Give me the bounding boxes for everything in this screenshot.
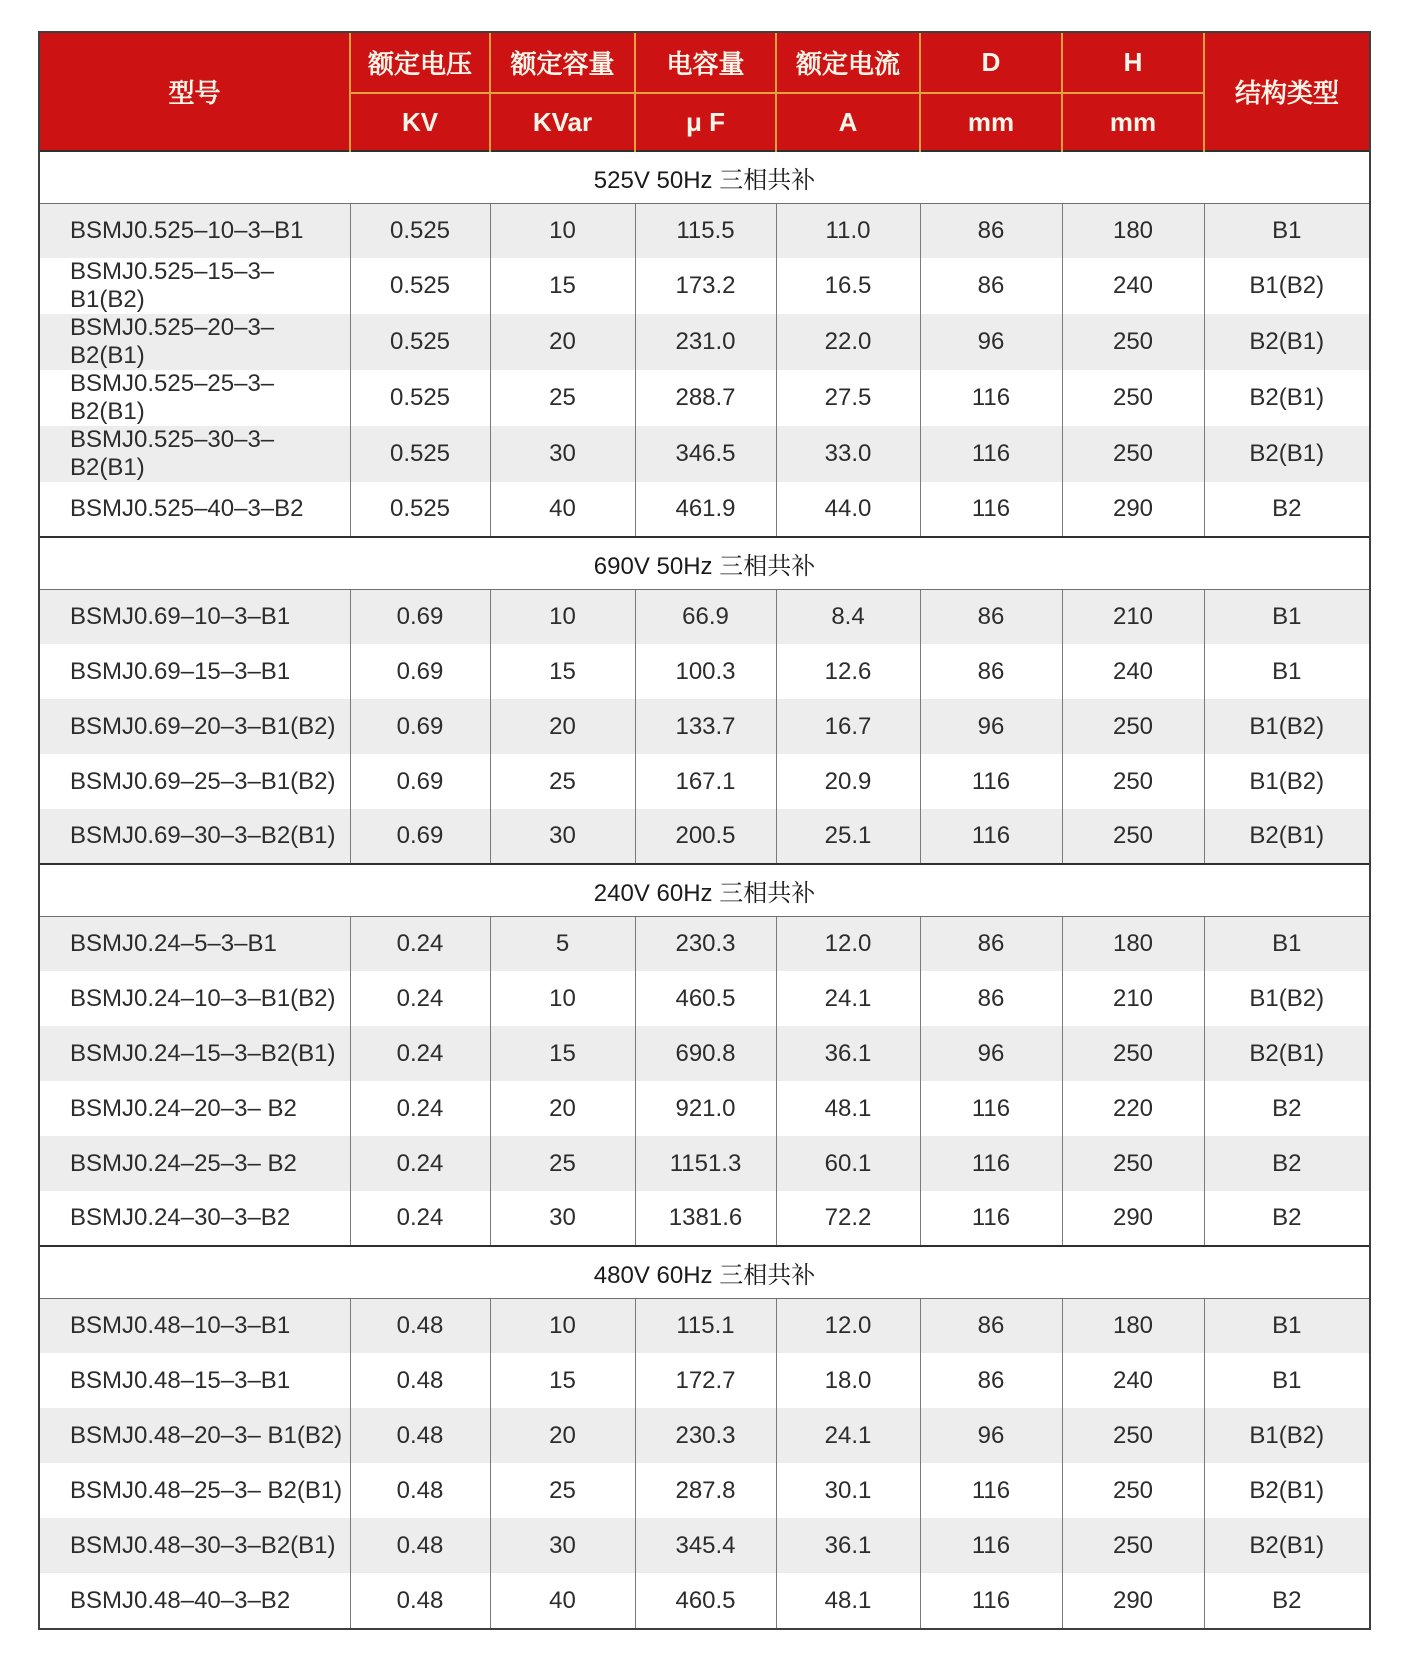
structure-type-cell: B1(B2) xyxy=(1204,971,1369,1026)
spec-table-body xyxy=(40,151,1369,1628)
model-cell: BSMJ0.24–20–3– B2 xyxy=(40,1081,350,1136)
rated-capacity-cell: 10 xyxy=(490,203,635,258)
header-rated-voltage: 额定电压 xyxy=(350,33,490,93)
rated-current-cell: 36.1 xyxy=(776,1518,920,1573)
rated-voltage-cell: 0.525 xyxy=(350,203,490,258)
rated-capacity-cell: 20 xyxy=(490,1408,635,1463)
d-cell: 86 xyxy=(920,258,1062,314)
structure-type-cell: B1 xyxy=(1204,1298,1369,1353)
h-cell: 180 xyxy=(1062,203,1204,258)
rated-capacity-cell: 10 xyxy=(490,589,635,644)
structure-type-cell: B1(B2) xyxy=(1204,258,1369,314)
rated-voltage-cell: 0.24 xyxy=(350,1081,490,1136)
table-row xyxy=(40,1191,1369,1246)
rated-current-cell: 11.0 xyxy=(776,203,920,258)
d-cell: 116 xyxy=(920,1191,1062,1246)
rated-voltage-cell: 0.48 xyxy=(350,1573,490,1628)
structure-type-cell: B2(B1) xyxy=(1204,370,1369,426)
capacitance-cell: 66.9 xyxy=(635,589,776,644)
structure-type-cell: B2(B1) xyxy=(1204,426,1369,482)
model-cell: BSMJ0.48–25–3– B2(B1) xyxy=(40,1463,350,1518)
model-cell: BSMJ0.525–20–3– B2(B1) xyxy=(40,314,350,370)
structure-type-cell: B2 xyxy=(1204,1136,1369,1191)
capacitance-cell: 115.5 xyxy=(635,203,776,258)
spec-table-header xyxy=(40,33,1369,151)
rated-current-cell: 48.1 xyxy=(776,1081,920,1136)
structure-type-cell: B2 xyxy=(1204,1191,1369,1246)
rated-current-cell: 24.1 xyxy=(776,971,920,1026)
model-cell: BSMJ0.48–15–3–B1 xyxy=(40,1353,350,1408)
rated-voltage-cell: 0.24 xyxy=(350,1191,490,1246)
rated-capacity-cell: 15 xyxy=(490,258,635,314)
h-cell: 180 xyxy=(1062,916,1204,971)
capacitance-cell: 173.2 xyxy=(635,258,776,314)
section-title: 690V 50Hz 三相共补 xyxy=(40,537,1369,589)
rated-voltage-cell: 0.525 xyxy=(350,482,490,537)
section-band-row xyxy=(40,864,1369,916)
structure-type-cell: B2 xyxy=(1204,1081,1369,1136)
model-cell: BSMJ0.24–5–3–B1 xyxy=(40,916,350,971)
capacitance-cell: 461.9 xyxy=(635,482,776,537)
section-title: 240V 60Hz 三相共补 xyxy=(40,864,1369,916)
rated-current-cell: 60.1 xyxy=(776,1136,920,1191)
rated-voltage-cell: 0.69 xyxy=(350,589,490,644)
table-row xyxy=(40,754,1369,809)
h-cell: 240 xyxy=(1062,1353,1204,1408)
rated-voltage-cell: 0.24 xyxy=(350,971,490,1026)
rated-capacity-cell: 15 xyxy=(490,1026,635,1081)
header-unit-d-mm: mm xyxy=(920,93,1062,151)
table-row xyxy=(40,1081,1369,1136)
table-row xyxy=(40,644,1369,699)
structure-type-cell: B1(B2) xyxy=(1204,754,1369,809)
rated-current-cell: 48.1 xyxy=(776,1573,920,1628)
rated-current-cell: 12.0 xyxy=(776,1298,920,1353)
rated-capacity-cell: 25 xyxy=(490,754,635,809)
section-band-row xyxy=(40,151,1369,203)
h-cell: 250 xyxy=(1062,809,1204,864)
rated-capacity-cell: 20 xyxy=(490,1081,635,1136)
rated-capacity-cell: 15 xyxy=(490,644,635,699)
capacitance-cell: 346.5 xyxy=(635,426,776,482)
h-cell: 250 xyxy=(1062,426,1204,482)
header-unit-kvar: KVar xyxy=(490,93,635,151)
header-capacitance: 电容量 xyxy=(635,33,776,93)
d-cell: 86 xyxy=(920,203,1062,258)
model-cell: BSMJ0.24–25–3– B2 xyxy=(40,1136,350,1191)
header-unit-a: A xyxy=(776,93,920,151)
table-row xyxy=(40,971,1369,1026)
header-unit-kv: KV xyxy=(350,93,490,151)
table-row xyxy=(40,1298,1369,1353)
rated-current-cell: 30.1 xyxy=(776,1463,920,1518)
rated-voltage-cell: 0.24 xyxy=(350,916,490,971)
capacitance-cell: 100.3 xyxy=(635,644,776,699)
rated-capacity-cell: 25 xyxy=(490,1463,635,1518)
d-cell: 116 xyxy=(920,482,1062,537)
d-cell: 86 xyxy=(920,916,1062,971)
rated-voltage-cell: 0.69 xyxy=(350,699,490,754)
table-row xyxy=(40,809,1369,864)
rated-current-cell: 22.0 xyxy=(776,314,920,370)
rated-capacity-cell: 20 xyxy=(490,699,635,754)
d-cell: 86 xyxy=(920,971,1062,1026)
table-row xyxy=(40,1026,1369,1081)
model-cell: BSMJ0.525–25–3– B2(B1) xyxy=(40,370,350,426)
table-row xyxy=(40,1463,1369,1518)
structure-type-cell: B2 xyxy=(1204,482,1369,537)
h-cell: 240 xyxy=(1062,258,1204,314)
h-cell: 250 xyxy=(1062,1463,1204,1518)
rated-capacity-cell: 25 xyxy=(490,1136,635,1191)
rated-voltage-cell: 0.48 xyxy=(350,1518,490,1573)
h-cell: 250 xyxy=(1062,1518,1204,1573)
model-cell: BSMJ0.69–20–3–B1(B2) xyxy=(40,699,350,754)
rated-capacity-cell: 30 xyxy=(490,426,635,482)
table-row xyxy=(40,916,1369,971)
capacitance-cell: 288.7 xyxy=(635,370,776,426)
rated-capacity-cell: 10 xyxy=(490,1298,635,1353)
structure-type-cell: B1(B2) xyxy=(1204,1408,1369,1463)
capacitance-cell: 231.0 xyxy=(635,314,776,370)
h-cell: 210 xyxy=(1062,971,1204,1026)
rated-current-cell: 24.1 xyxy=(776,1408,920,1463)
capacitance-cell: 345.4 xyxy=(635,1518,776,1573)
capacitance-cell: 172.7 xyxy=(635,1353,776,1408)
h-cell: 250 xyxy=(1062,754,1204,809)
rated-capacity-cell: 30 xyxy=(490,1191,635,1246)
section-band-row xyxy=(40,537,1369,589)
h-cell: 290 xyxy=(1062,1573,1204,1628)
d-cell: 116 xyxy=(920,754,1062,809)
model-cell: BSMJ0.69–30–3–B2(B1) xyxy=(40,809,350,864)
rated-capacity-cell: 40 xyxy=(490,482,635,537)
structure-type-cell: B2(B1) xyxy=(1204,1518,1369,1573)
h-cell: 250 xyxy=(1062,370,1204,426)
capacitance-cell: 287.8 xyxy=(635,1463,776,1518)
d-cell: 116 xyxy=(920,426,1062,482)
structure-type-cell: B1 xyxy=(1204,589,1369,644)
rated-current-cell: 27.5 xyxy=(776,370,920,426)
header-model: 型号 xyxy=(40,33,350,151)
structure-type-cell: B2(B1) xyxy=(1204,809,1369,864)
structure-type-cell: B2(B1) xyxy=(1204,1463,1369,1518)
model-cell: BSMJ0.48–40–3–B2 xyxy=(40,1573,350,1628)
d-cell: 86 xyxy=(920,589,1062,644)
capacitance-cell: 133.7 xyxy=(635,699,776,754)
table-row xyxy=(40,1136,1369,1191)
table-row xyxy=(40,1408,1369,1463)
rated-current-cell: 16.7 xyxy=(776,699,920,754)
rated-current-cell: 72.2 xyxy=(776,1191,920,1246)
rated-current-cell: 12.0 xyxy=(776,916,920,971)
structure-type-cell: B1 xyxy=(1204,644,1369,699)
capacitance-cell: 167.1 xyxy=(635,754,776,809)
h-cell: 240 xyxy=(1062,644,1204,699)
d-cell: 96 xyxy=(920,699,1062,754)
h-cell: 250 xyxy=(1062,1408,1204,1463)
capacitance-cell: 230.3 xyxy=(635,916,776,971)
d-cell: 86 xyxy=(920,1298,1062,1353)
d-cell: 116 xyxy=(920,1573,1062,1628)
rated-capacity-cell: 30 xyxy=(490,809,635,864)
d-cell: 96 xyxy=(920,1026,1062,1081)
h-cell: 290 xyxy=(1062,482,1204,537)
table-row xyxy=(40,258,1369,314)
rated-voltage-cell: 0.525 xyxy=(350,314,490,370)
d-cell: 116 xyxy=(920,1518,1062,1573)
rated-capacity-cell: 20 xyxy=(490,314,635,370)
model-cell: BSMJ0.525–40–3–B2 xyxy=(40,482,350,537)
table-row xyxy=(40,1573,1369,1628)
rated-current-cell: 36.1 xyxy=(776,1026,920,1081)
structure-type-cell: B2 xyxy=(1204,1573,1369,1628)
model-cell: BSMJ0.525–30–3– B2(B1) xyxy=(40,426,350,482)
rated-current-cell: 20.9 xyxy=(776,754,920,809)
rated-capacity-cell: 5 xyxy=(490,916,635,971)
table-row xyxy=(40,370,1369,426)
rated-voltage-cell: 0.48 xyxy=(350,1408,490,1463)
h-cell: 180 xyxy=(1062,1298,1204,1353)
d-cell: 116 xyxy=(920,370,1062,426)
model-cell: BSMJ0.48–20–3– B1(B2) xyxy=(40,1408,350,1463)
d-cell: 86 xyxy=(920,1353,1062,1408)
rated-capacity-cell: 40 xyxy=(490,1573,635,1628)
rated-voltage-cell: 0.48 xyxy=(350,1463,490,1518)
d-cell: 96 xyxy=(920,1408,1062,1463)
rated-current-cell: 8.4 xyxy=(776,589,920,644)
h-cell: 250 xyxy=(1062,1026,1204,1081)
d-cell: 116 xyxy=(920,1136,1062,1191)
rated-current-cell: 44.0 xyxy=(776,482,920,537)
spec-table-frame xyxy=(38,31,1371,1630)
header-d: D xyxy=(920,33,1062,93)
rated-capacity-cell: 30 xyxy=(490,1518,635,1573)
capacitance-cell: 921.0 xyxy=(635,1081,776,1136)
capacitance-cell: 200.5 xyxy=(635,809,776,864)
rated-current-cell: 12.6 xyxy=(776,644,920,699)
rated-current-cell: 25.1 xyxy=(776,809,920,864)
model-cell: BSMJ0.24–30–3–B2 xyxy=(40,1191,350,1246)
structure-type-cell: B1 xyxy=(1204,916,1369,971)
header-structure-type: 结构类型 xyxy=(1204,33,1369,151)
capacitance-cell: 1381.6 xyxy=(635,1191,776,1246)
h-cell: 210 xyxy=(1062,589,1204,644)
structure-type-cell: B2(B1) xyxy=(1204,1026,1369,1081)
model-cell: BSMJ0.525–15–3– B1(B2) xyxy=(40,258,350,314)
rated-capacity-cell: 25 xyxy=(490,370,635,426)
section-title: 480V 60Hz 三相共补 xyxy=(40,1246,1369,1298)
rated-voltage-cell: 0.525 xyxy=(350,370,490,426)
h-cell: 290 xyxy=(1062,1191,1204,1246)
model-cell: BSMJ0.69–15–3–B1 xyxy=(40,644,350,699)
capacitance-cell: 460.5 xyxy=(635,1573,776,1628)
capacitance-cell: 1151.3 xyxy=(635,1136,776,1191)
h-cell: 250 xyxy=(1062,1136,1204,1191)
rated-voltage-cell: 0.24 xyxy=(350,1136,490,1191)
header-unit-uf: μ F xyxy=(635,93,776,151)
header-rated-current: 额定电流 xyxy=(776,33,920,93)
model-cell: BSMJ0.69–25–3–B1(B2) xyxy=(40,754,350,809)
rated-current-cell: 33.0 xyxy=(776,426,920,482)
capacitance-cell: 230.3 xyxy=(635,1408,776,1463)
d-cell: 116 xyxy=(920,1463,1062,1518)
rated-capacity-cell: 10 xyxy=(490,971,635,1026)
table-row xyxy=(40,1353,1369,1408)
model-cell: BSMJ0.48–10–3–B1 xyxy=(40,1298,350,1353)
model-cell: BSMJ0.24–10–3–B1(B2) xyxy=(40,971,350,1026)
structure-type-cell: B1(B2) xyxy=(1204,699,1369,754)
capacitance-cell: 690.8 xyxy=(635,1026,776,1081)
table-row xyxy=(40,589,1369,644)
structure-type-cell: B2(B1) xyxy=(1204,314,1369,370)
d-cell: 116 xyxy=(920,809,1062,864)
table-row xyxy=(40,1518,1369,1573)
rated-voltage-cell: 0.48 xyxy=(350,1353,490,1408)
h-cell: 250 xyxy=(1062,314,1204,370)
header-h: H xyxy=(1062,33,1204,93)
rated-current-cell: 16.5 xyxy=(776,258,920,314)
spec-table xyxy=(40,33,1369,1628)
rated-voltage-cell: 0.69 xyxy=(350,754,490,809)
model-cell: BSMJ0.525–10–3–B1 xyxy=(40,203,350,258)
table-row xyxy=(40,426,1369,482)
table-row xyxy=(40,314,1369,370)
rated-voltage-cell: 0.69 xyxy=(350,809,490,864)
model-cell: BSMJ0.48–30–3–B2(B1) xyxy=(40,1518,350,1573)
rated-voltage-cell: 0.48 xyxy=(350,1298,490,1353)
h-cell: 220 xyxy=(1062,1081,1204,1136)
section-band-row xyxy=(40,1246,1369,1298)
table-row xyxy=(40,203,1369,258)
d-cell: 116 xyxy=(920,1081,1062,1136)
table-row xyxy=(40,699,1369,754)
section-title: 525V 50Hz 三相共补 xyxy=(40,151,1369,203)
header-row-names xyxy=(40,33,1369,93)
structure-type-cell: B1 xyxy=(1204,1353,1369,1408)
d-cell: 96 xyxy=(920,314,1062,370)
capacitance-cell: 460.5 xyxy=(635,971,776,1026)
rated-voltage-cell: 0.69 xyxy=(350,644,490,699)
capacitance-cell: 115.1 xyxy=(635,1298,776,1353)
header-rated-capacity: 额定容量 xyxy=(490,33,635,93)
header-unit-h-mm: mm xyxy=(1062,93,1204,151)
structure-type-cell: B1 xyxy=(1204,203,1369,258)
rated-voltage-cell: 0.24 xyxy=(350,1026,490,1081)
rated-voltage-cell: 0.525 xyxy=(350,258,490,314)
rated-current-cell: 18.0 xyxy=(776,1353,920,1408)
rated-voltage-cell: 0.525 xyxy=(350,426,490,482)
model-cell: BSMJ0.24–15–3–B2(B1) xyxy=(40,1026,350,1081)
d-cell: 86 xyxy=(920,644,1062,699)
model-cell: BSMJ0.69–10–3–B1 xyxy=(40,589,350,644)
table-row xyxy=(40,482,1369,537)
h-cell: 250 xyxy=(1062,699,1204,754)
rated-capacity-cell: 15 xyxy=(490,1353,635,1408)
